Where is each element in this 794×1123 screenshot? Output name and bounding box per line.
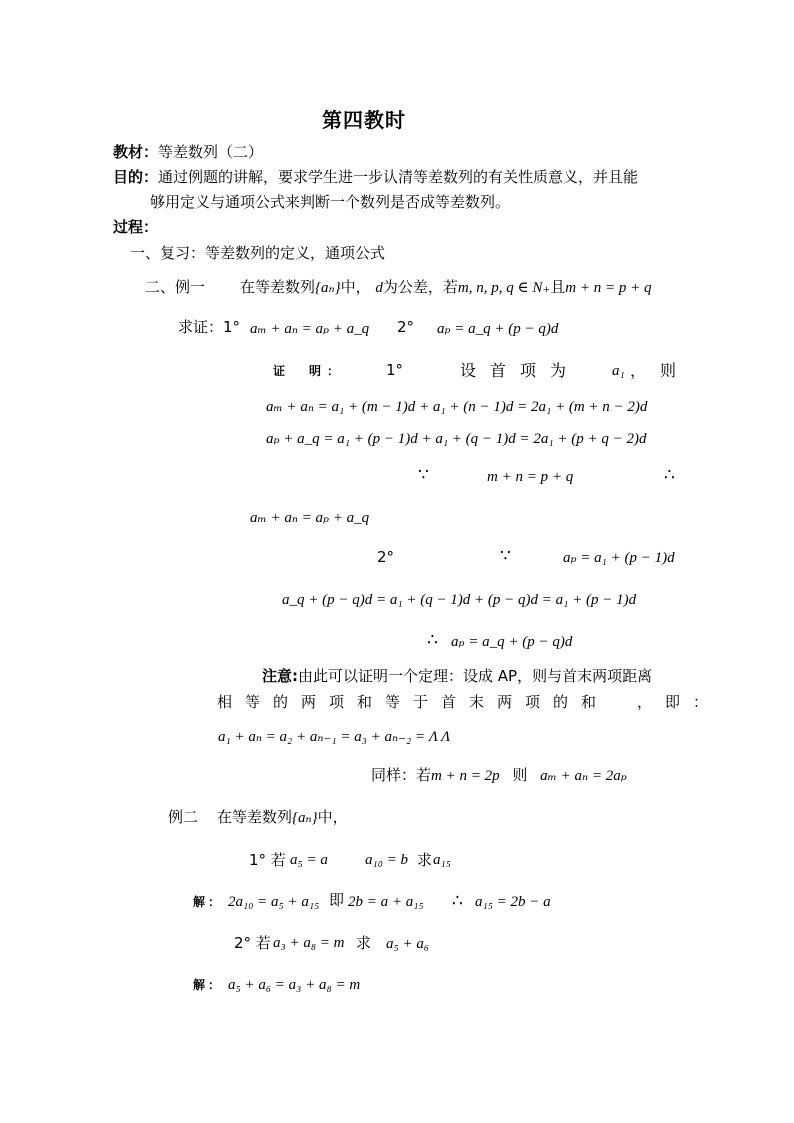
review-line: 一、复习：等差数列的定义，通项公式 — [130, 244, 386, 262]
aim-text-1: 通过例题的讲解，要求学生进一步认清等差数列的有关性质意义，并且能 — [158, 168, 639, 186]
because-symbol-2: ∵ — [500, 546, 511, 566]
prove-deg2: 2° — [397, 318, 415, 336]
aim-line1 — [113, 170, 638, 185]
example2-head: 例二 — [168, 808, 199, 826]
example1-stmt-b: 中， — [340, 278, 371, 296]
example1-cond: m, n, p, q ∈ N₊ — [457, 280, 551, 296]
q1-given-a: a₅ = a — [290, 852, 328, 868]
q2-target: a₅ + a₆ — [386, 936, 430, 952]
material-label: 教材： — [113, 143, 159, 161]
proof-line-5: aₚ = a₁ + (p − 1)d — [563, 550, 675, 566]
q1-ask: 求 — [417, 851, 433, 869]
process-label: 过程： — [113, 218, 159, 236]
example2-seq: {aₙ} — [292, 810, 318, 826]
solution-1-label: 解： — [193, 895, 224, 909]
material-text: 等差数列（二） — [158, 143, 264, 161]
example1-d: d — [375, 280, 383, 296]
proof-1-text: 设首项为 — [460, 361, 581, 380]
prove-label: 求证：1° — [178, 318, 241, 336]
proof-line-1: aₘ + aₙ = a₁ + (m − 1)d + a₁ + (n − 1)d = 2a₁ + (m + n − 2)d — [266, 399, 648, 415]
therefore-symbol: ∴ — [664, 465, 675, 485]
therefore-symbol-2: ∴ — [427, 630, 438, 650]
proof-line-2: aₚ + a_q = a₁ + (p − 1)d + a₁ + (q − 1)d = 2a₁ + (p + q − 2)d — [266, 431, 647, 447]
proof-line-3: m + n = p + q — [487, 469, 574, 485]
q2-given: a₃ + a₈ = m — [273, 935, 345, 951]
solution-1-eq-b: 2b = a + a₁₅ — [348, 894, 424, 910]
because-symbol: ∵ — [418, 465, 429, 485]
proof-label: 证 明： — [273, 364, 346, 378]
note-text-2: 相等的两项和等于首末两项的和 — [217, 693, 610, 711]
proof-1-then: ，则 — [630, 361, 691, 380]
example2-statement — [217, 810, 348, 826]
example1-seq: {aₙ} — [315, 280, 341, 296]
prove-eq2: aₚ = a_q + (p − q)d — [437, 321, 559, 337]
q1-given-b: a₁₀ = b — [365, 852, 409, 868]
example1-head: 二、例一 — [145, 278, 206, 296]
q2-ask: 求 — [356, 934, 372, 952]
solution-1-ie: 即 — [329, 891, 345, 909]
solution-1-eq-c: a₁₅ = 2b − a — [475, 894, 551, 910]
q2-number: 2° 若 — [234, 934, 271, 952]
proof-1-a1: a₁ — [612, 363, 625, 379]
example1-statement — [240, 280, 651, 296]
note-equation: a₁ + aₙ = a₂ + aₙ₋₁ = a₃ + aₙ₋₂ = Λ Λ — [218, 729, 451, 745]
material-line — [113, 145, 263, 160]
note-similar: 同样：若 — [371, 766, 432, 784]
q1-number: 1° 若 — [249, 851, 286, 869]
solution-1-eq-a: 2a₁₀ = a₅ + a₁₅ — [228, 894, 320, 910]
note-result: aₘ + aₙ = 2aₚ — [540, 768, 627, 784]
note-line-2 — [217, 695, 721, 710]
note-similar-line — [371, 768, 627, 784]
page-title: 第四教时 — [322, 108, 406, 132]
solution-1-therefore: ∴ — [452, 891, 463, 911]
proof-line-4: aₘ + aₙ = aₚ + a_q — [250, 510, 370, 526]
note-then: 则 — [512, 766, 528, 784]
note-line-1 — [262, 669, 652, 684]
note-text-1: 由此可以证明一个定理：设成 AP，则与首末两项距离 — [298, 667, 653, 685]
aim-text-2: 够用定义与通项公式来判断一个数列是否成等差数列。 — [150, 193, 511, 211]
solution-2-eq: a₅ + a₆ = a₃ + a₈ = m — [228, 977, 361, 993]
example2-tail: 中， — [317, 808, 348, 826]
proof-1-deg: 1° — [386, 361, 404, 379]
q1-target: a₁₅ — [433, 852, 451, 868]
example1-stmt-c: 为公差，若 — [382, 278, 458, 296]
proof-line-7: aₚ = a_q + (p − q)d — [451, 634, 573, 650]
example2-stmt: 在等差数列 — [217, 808, 293, 826]
proof-line-6: a_q + (p − q)d = a₁ + (q − 1)d + (p − q)d = a₁ + (p − 1)d — [282, 592, 637, 608]
proof-2-deg: 2° — [377, 548, 395, 566]
note-text-2b: ，即： — [637, 693, 722, 711]
prove-eq1: aₘ + aₙ = aₚ + a_q — [250, 321, 370, 337]
solution-2-label: 解： — [193, 978, 224, 992]
example1-stmt-a: 在等差数列 — [240, 278, 316, 296]
note-cond: m + n = 2p — [431, 768, 500, 784]
note-label: 注意: — [262, 667, 298, 685]
example1-cond2: m + n = p + q — [565, 280, 652, 296]
example1-stmt-d: 且 — [550, 278, 566, 296]
aim-label: 目的： — [113, 168, 159, 186]
